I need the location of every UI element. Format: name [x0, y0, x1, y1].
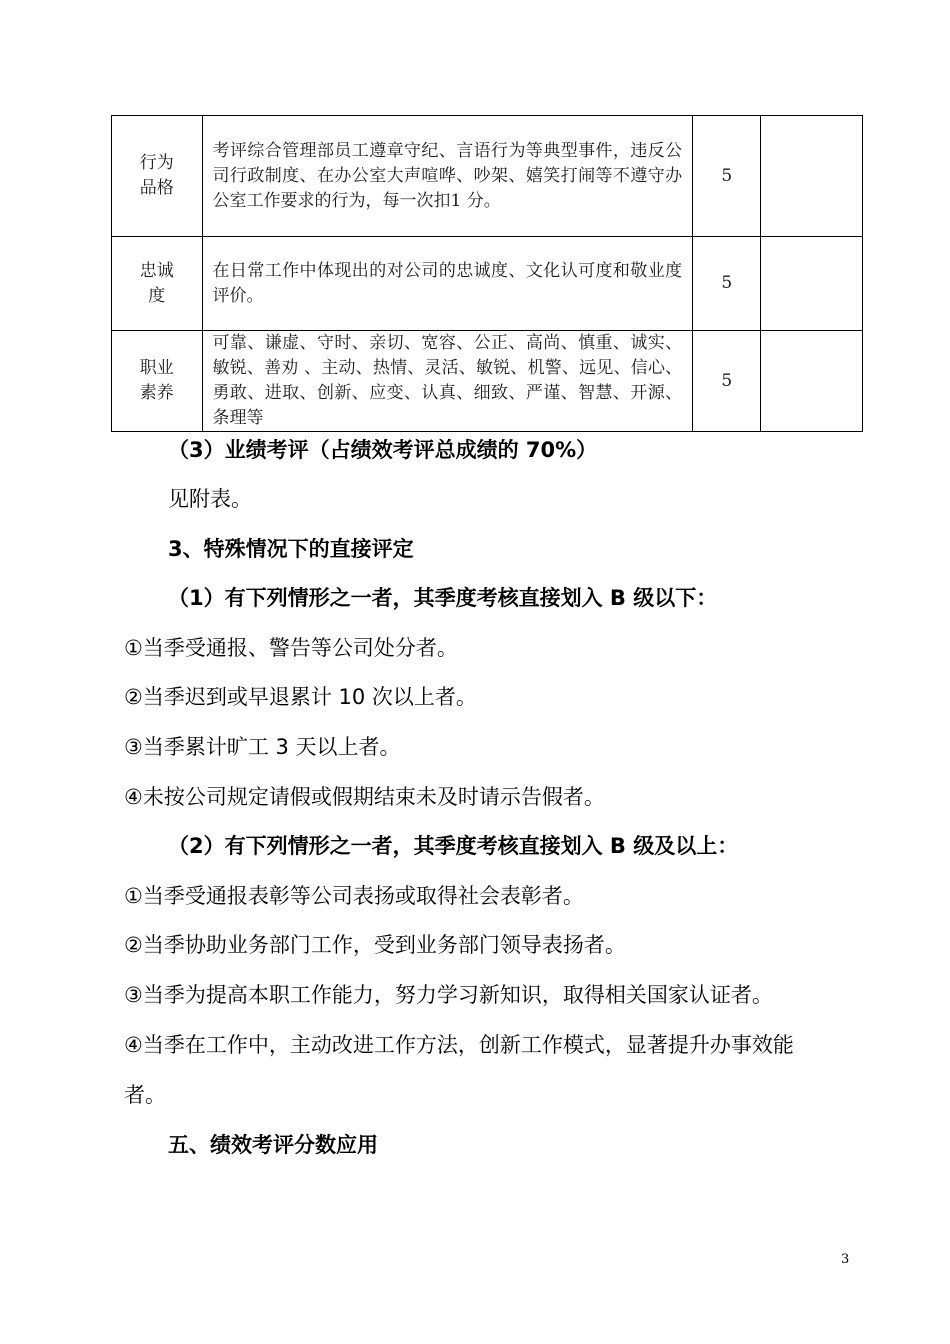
page-number: 3 [841, 1252, 850, 1267]
table-cell-item: 行为品格 [112, 116, 203, 237]
special-heading: 3、特殊情况下的直接评定 [168, 537, 414, 561]
table-cell-empty [761, 116, 863, 237]
chapter-five-heading: 五、绩效考评分数应用 [168, 1133, 378, 1157]
list-item: ②当季迟到或早退累计 10 次以上者。 [124, 685, 477, 709]
table-cell-empty [761, 331, 863, 432]
table-cell-score: 5 [693, 116, 761, 237]
performance-heading: （3）业绩考评（占绩效考评总成绩的 70%） [168, 438, 598, 462]
table-cell-item: 忠诚度 [112, 237, 203, 331]
list-item: ③当季为提高本职工作能力，努力学习新知识，取得相关国家认证者。 [124, 983, 773, 1007]
table-cell-description: 可靠、谦虚、守时、亲切、宽容、公正、高尚、慎重、诚实、敏锐、善劝 、主动、热情、灵活、敏锐、机警、远见、信心、勇敢、进取、创新、应变、认真、细致、严谨、智慧、开源、条理等 [202, 331, 693, 432]
list-item: ②当季协助业务部门工作，受到业务部门领导表扬者。 [124, 933, 626, 957]
table-cell-description: 在日常工作中体现出的对公司的忠诚度、文化认可度和敬业度评价。 [202, 237, 693, 331]
below-b-heading: （1）有下列情形之一者，其季度考核直接划入 B 级以下： [168, 586, 718, 610]
list-item-continuation: 者。 [124, 1083, 166, 1107]
table-row [112, 116, 863, 237]
list-item: ①当季受通报、警告等公司处分者。 [124, 636, 458, 660]
table-cell-empty [761, 237, 863, 331]
list-item: ③当季累计旷工 3 天以上者。 [124, 735, 401, 759]
table-cell-description: 考评综合管理部员工遵章守纪、言语行为等典型事件，违反公司行政制度、在办公室大声喧哗、吵架、嬉笑打闹等不遵守办公室工作要求的行为，每一次扣1 分。 [202, 116, 693, 237]
table-cell-score: 5 [693, 331, 761, 432]
table-cell-score: 5 [693, 237, 761, 331]
above-b-heading: （2）有下列情形之一者，其季度考核直接划入 B 级及以上： [168, 834, 739, 858]
table-cell-item: 职业素养 [112, 331, 203, 432]
evaluation-table [111, 115, 863, 432]
see-attached-text: 见附表。 [168, 487, 252, 511]
list-item: ①当季受通报表彰等公司表扬或取得社会表彰者。 [124, 884, 584, 908]
list-item: ④当季在工作中，主动改进工作方法，创新工作模式，显著提升办事效能 [124, 1033, 794, 1057]
table-row [112, 237, 863, 331]
list-item: ④未按公司规定请假或假期结束未及时请示告假者。 [124, 785, 605, 809]
table-row [112, 331, 863, 432]
